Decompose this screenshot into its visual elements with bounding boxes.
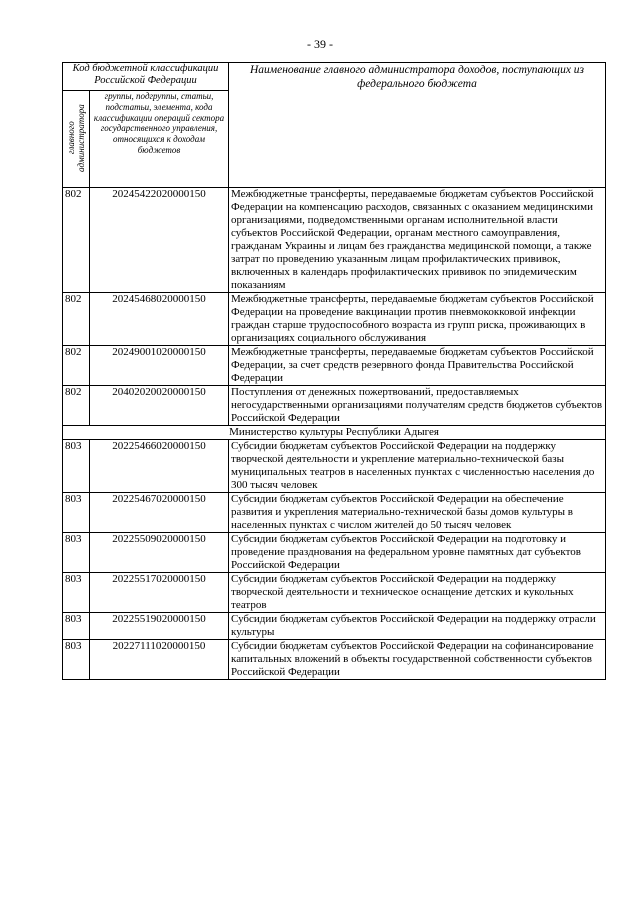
revenue-code-cell: 20402020020000150 bbox=[90, 386, 229, 426]
budget-classification-table bbox=[62, 62, 606, 680]
admin-code-cell: 803 bbox=[63, 440, 90, 493]
revenue-code-cell: 20225517020000150 bbox=[90, 573, 229, 613]
revenue-name-cell: Субсидии бюджетам субъектов Российской Федерации на поддержку творческой деятельности и укрепление материально-технической базы муниципальных театров в населенных пунктах с численностью населения до 300 тысяч человек bbox=[229, 440, 606, 493]
table-row bbox=[63, 293, 606, 346]
revenue-code-cell: 20225519020000150 bbox=[90, 613, 229, 640]
table-row bbox=[63, 346, 606, 386]
admin-code-cell: 803 bbox=[63, 640, 90, 680]
table-row bbox=[63, 640, 606, 680]
admin-code-cell: 802 bbox=[63, 293, 90, 346]
revenue-name-cell: Субсидии бюджетам субъектов Российской Федерации на поддержку отрасли культуры bbox=[229, 613, 606, 640]
table-row bbox=[63, 573, 606, 613]
revenue-name-cell: Межбюджетные трансферты, передаваемые бюджетам субъектов Российской Федерации, за счет средств резервного фонда Правительства Российской Федерации bbox=[229, 346, 606, 386]
admin-code-cell: 803 bbox=[63, 533, 90, 573]
revenue-name-cell: Субсидии бюджетам субъектов Российской Федерации на поддержку творческой деятельности и техническое оснащение детских и кукольных театров bbox=[229, 573, 606, 613]
revenue-name-cell: Субсидии бюджетам субъектов Российской Федерации на подготовку и проведение празднования на федеральном уровне памятных дат субъектов Российской Федерации bbox=[229, 533, 606, 573]
table-row bbox=[63, 533, 606, 573]
revenue-name-cell: Поступления от денежных пожертвований, предоставляемых негосударственными организациями получателям средств бюджетов субъектов Российской Федерации bbox=[229, 386, 606, 426]
revenue-name-cell: Субсидии бюджетам субъектов Российской Федерации на обеспечение развития и укрепления материально-технической базы домов культуры в населенных пунктах с числом жителей до 50 тысяч человек bbox=[229, 493, 606, 533]
table-row bbox=[63, 440, 606, 493]
admin-code-cell: 803 bbox=[63, 573, 90, 613]
revenue-name-cell: Субсидии бюджетам субъектов Российской Федерации на софинансирование капитальных вложений в объекты государственной собственности субъектов Российской Федерации bbox=[229, 640, 606, 680]
revenue-name-cell: Межбюджетные трансферты, передаваемые бюджетам субъектов Российской Федерации на проведение вакцинации против пневмококковой инфекции граждан старше трудоспособного возраста из групп риска, проживающих в организациях социального обслуживания bbox=[229, 293, 606, 346]
revenue-name-cell: Межбюджетные трансферты, передаваемые бюджетам субъектов Российской Федерации на компенсацию расходов, связанных с оказанием медицинскими организациями, подведомственными органам исполнительной власти субъектов Российской Федерации, органам местного самоуправления, гражданам Украины и лицам без гражданства медицинской помощи, а также затрат по проведению указанным лицам профилактических прививок, включенных в календарь профилактических прививок по эпидемическим показаниям bbox=[229, 188, 606, 293]
admin-code-cell: 803 bbox=[63, 613, 90, 640]
table-row bbox=[63, 386, 606, 426]
revenue-code-cell: 20225467020000150 bbox=[90, 493, 229, 533]
revenue-code-cell: 20225509020000150 bbox=[90, 533, 229, 573]
admin-code-cell: 802 bbox=[63, 386, 90, 426]
header-admin-code-cell bbox=[63, 91, 90, 188]
section-row bbox=[63, 426, 606, 440]
revenue-code-cell: 20227111020000150 bbox=[90, 640, 229, 680]
admin-code-cell: 802 bbox=[63, 346, 90, 386]
header-admin-code: главного администратора bbox=[66, 104, 86, 172]
revenue-code-cell: 20225466020000150 bbox=[90, 440, 229, 493]
table-row bbox=[63, 493, 606, 533]
header-revenue-code: группы, подгруппы, статьи, подстатьи, элемента, кода классификации операций сектора государственного управления, относящихся к доходам бюджетов bbox=[90, 91, 229, 188]
header-budget-classification-code: Код бюджетной классификации Российской Федерации bbox=[63, 63, 229, 91]
section-title-ministry-of-culture: Министерство культуры Республики Адыгея bbox=[63, 426, 606, 440]
table-row bbox=[63, 188, 606, 293]
page-number: - 39 - bbox=[307, 37, 333, 51]
admin-code-cell: 802 bbox=[63, 188, 90, 293]
revenue-code-cell: 20249001020000150 bbox=[90, 346, 229, 386]
revenue-code-cell: 20245468020000150 bbox=[90, 293, 229, 346]
header-administrator-name: Наименование главного администратора доходов, поступающих из федерального бюджета bbox=[229, 63, 606, 188]
table-row bbox=[63, 613, 606, 640]
revenue-code-cell: 20245422020000150 bbox=[90, 188, 229, 293]
admin-code-cell: 803 bbox=[63, 493, 90, 533]
